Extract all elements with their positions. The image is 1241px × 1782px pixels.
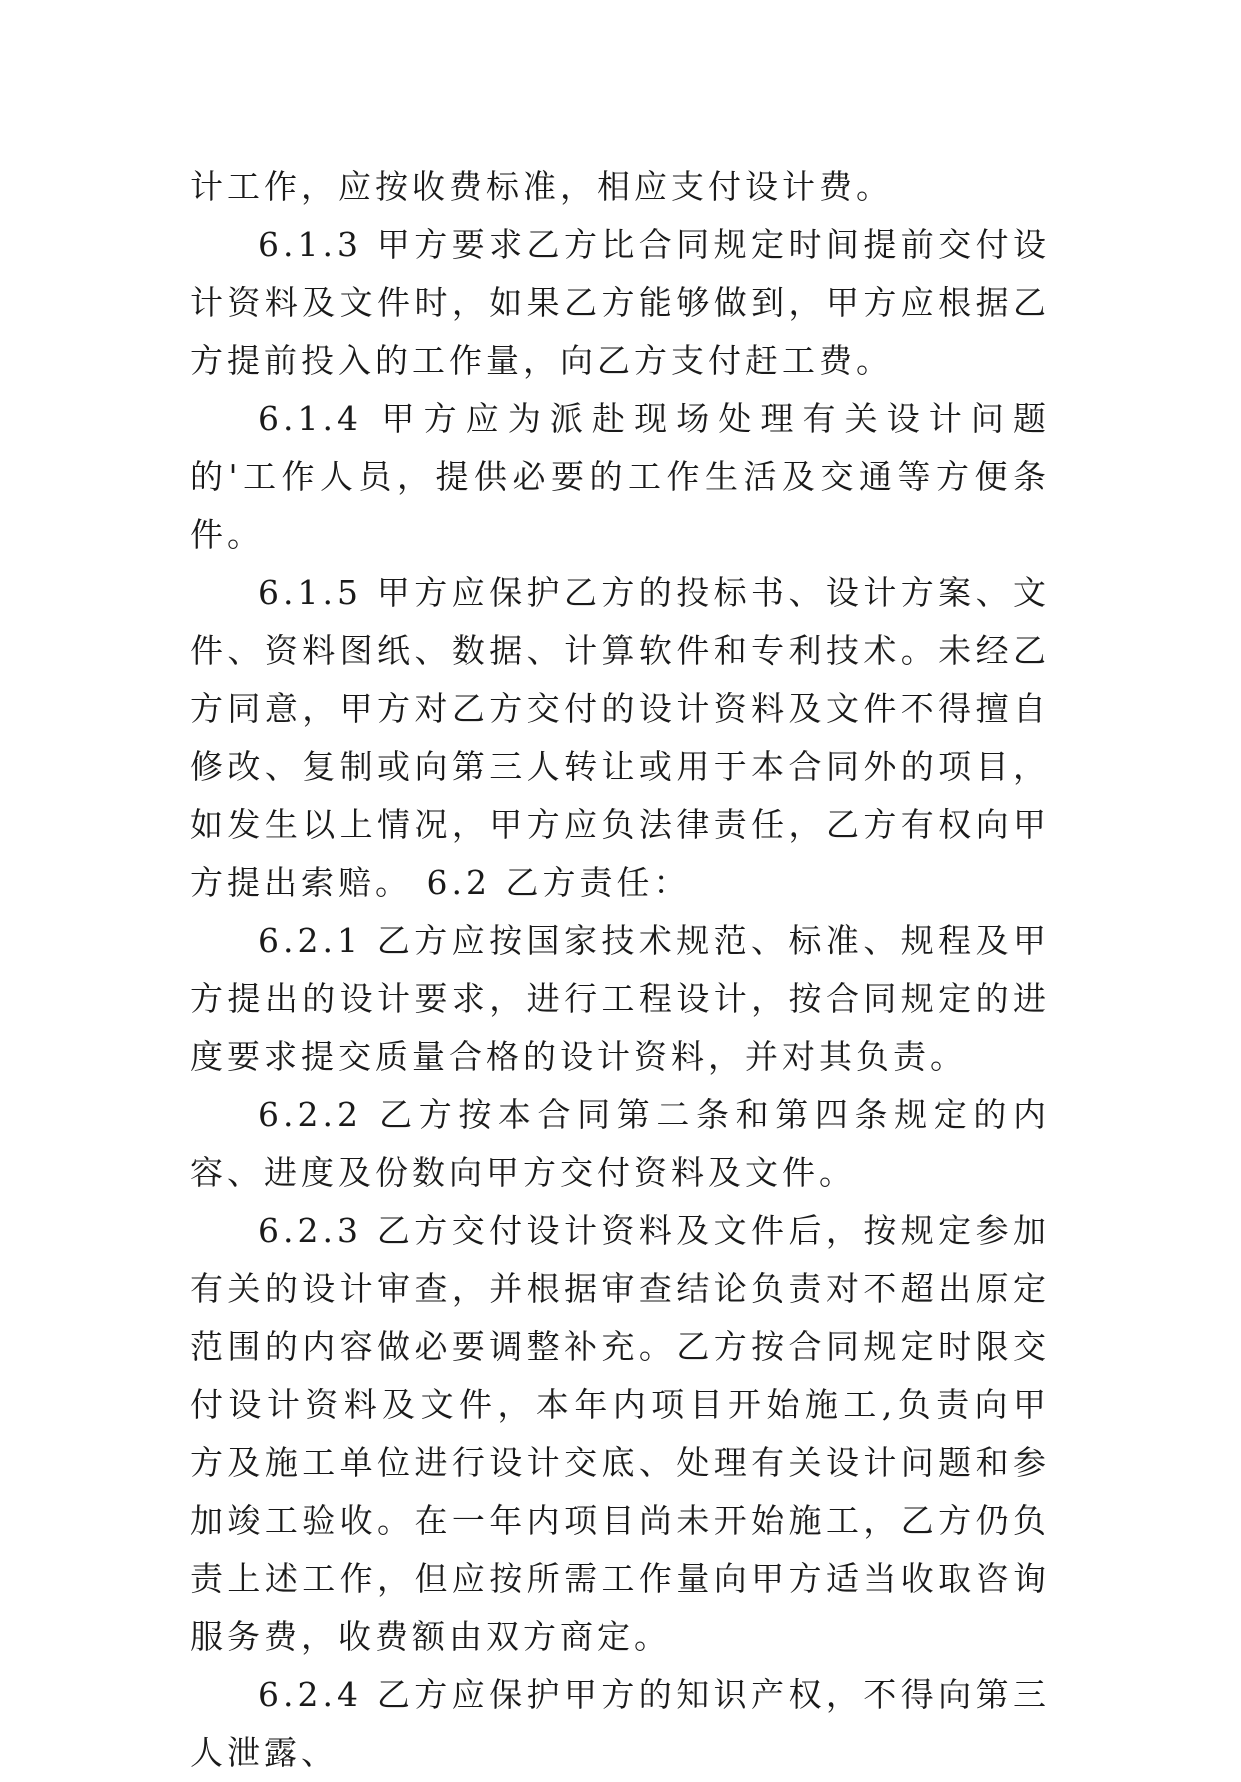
clause-6-2-3: 6.2.3 乙方交付设计资料及文件后，按规定参加有关的设计审查，并根据审查结论负责对不超出原定范围的内容做必要调整补充。乙方按合同规定时限交付设计资料及文件，本年内项目开始施工,负责向甲方及施工单位进行设计交底、处理有关设计问题和参加竣工验收。在一年内项目尚未开始施工，乙方仍负责上述工作，但应按所需工作量向甲方适当收取咨询服务费，收费额由双方商定。 — [190, 1211, 1050, 1656]
clause-6-1-5: 6.1.5 甲方应保护乙方的投标书、设计方案、文件、资料图纸、数据、计算软件和专利技术。未经乙方同意，甲方对乙方交付的设计资料及文件不得擅自修改、复制或向第三人转让或用于本合同外的项目，如发生以上情况，甲方应负法律责任，乙方有权向甲方提出索赔。 6.2 乙方责任： — [190, 573, 1050, 902]
paragraph-continuation: 计工作，应按收费标准，相应支付设计费。 — [190, 167, 893, 206]
document-body — [190, 158, 1050, 1782]
clause-6-2-2: 6.2.2 乙方按本合同第二条和第四条规定的内容、进度及份数向甲方交付资料及文件。 — [190, 1095, 1050, 1192]
clause-6-1-3: 6.1.3 甲方要求乙方比合同规定时间提前交付设计资料及文件时，如果乙方能够做到，甲方应根据乙方提前投入的工作量，向乙方支付赶工费。 — [190, 225, 1050, 380]
clause-6-2-4: 6.2.4 乙方应保护甲方的知识产权，不得向第三人泄露、 — [190, 1675, 1050, 1772]
clause-6-1-4: 6.1.4 甲方应为派赴现场处理有关设计问题的'工作人员，提供必要的工作生活及交通等方便条件。 — [190, 399, 1050, 554]
clause-6-2-1: 6.2.1 乙方应按国家技术规范、标准、规程及甲方提出的设计要求，进行工程设计，按合同规定的进度要求提交质量合格的设计资料，并对其负责。 — [190, 921, 1050, 1076]
